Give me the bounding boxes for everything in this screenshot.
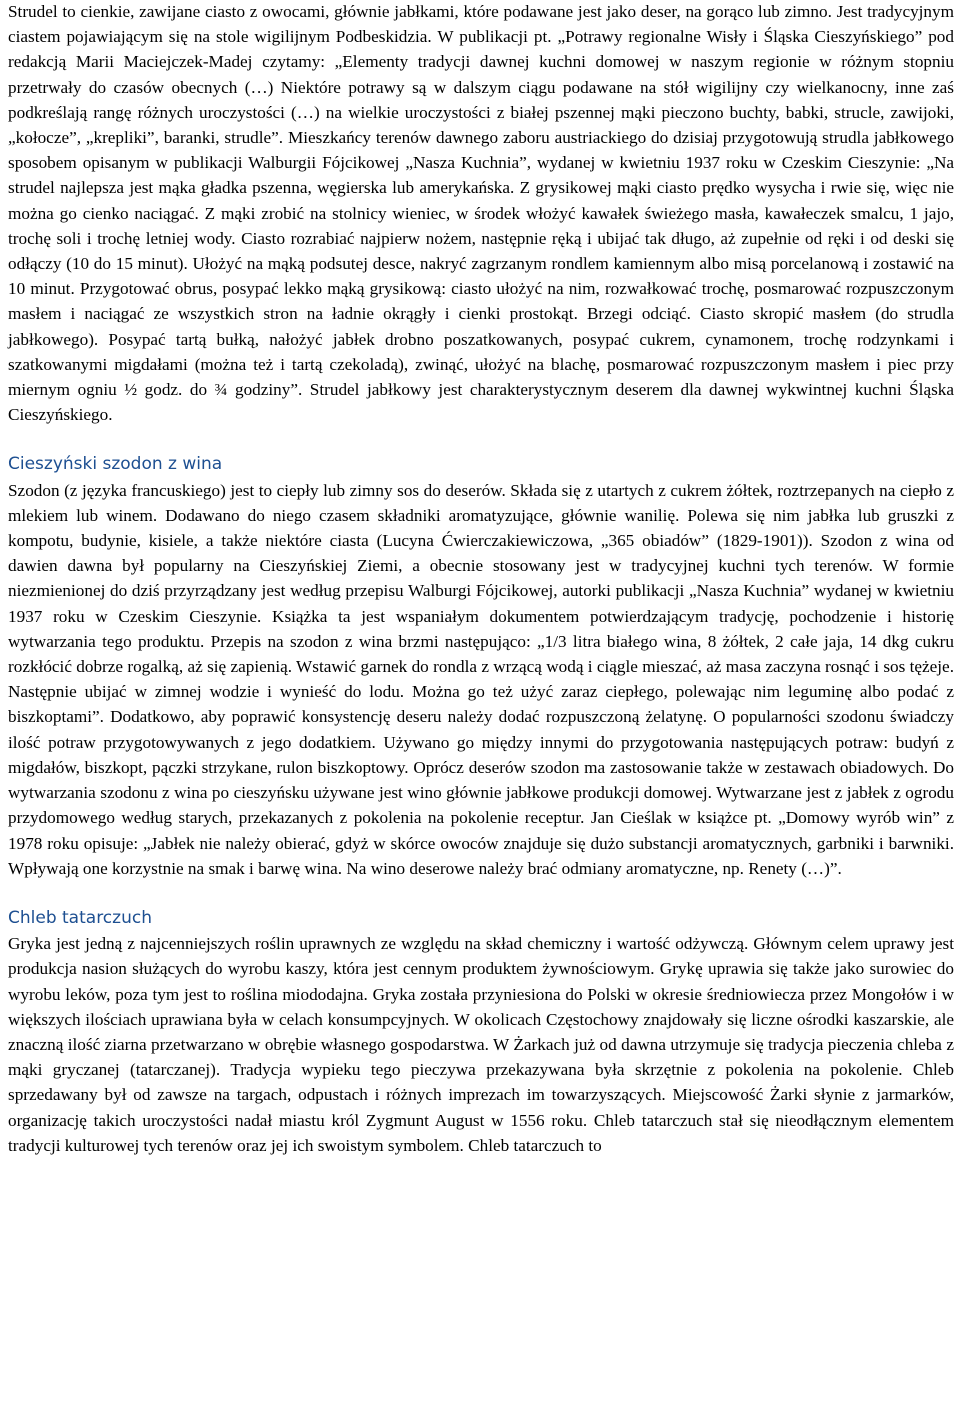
section-heading-szodon: Cieszyński szodon z wina <box>8 454 223 475</box>
section-body-szodon: Szodon (z języka francuskiego) jest to ciepły lub zimny sos do deserów. Składa się z utartych z cukrem żółtek, roztrzepanych na ciepło z mlekiem lub winem. Dodawano do niego czasem składniki aromatyzujące, głównie wanilię. Polewa się nim jabłka lub gruszki z kompotu, budynie, kisiele, a także niektóre ciasta (Lucyna Ćwierczakiewiczowa, „365 obiadów” (1829-1901)). Szodon z wina od dawien dawna był popularny na Cieszyńskiej Ziemi, a obecnie stosowany jest w tradycyjnej kuchni tych terenów. W formie niezmienionej do dziś przyrządzany jest według przepisu Walburgi Fójcikowej, autorki publikacji „Nasza Kuchnia” wydanej w kwietniu 1937 roku w Czeskim Cieszynie. Książka ta jest wspaniałym dokumentem potwierdzającym tradycję, pochodzenie i historię wytwarzania tego produktu. Przepis na szodon z wina brzmi następująco: „1/3 litra białego wina, 8 żółtek, 2 całe jaja, 14 dkg cukru rozkłócić dobrze rogalką, aż się zapienią. Wstawić garnek do rondla z wrzącą wodą i ciągle mieszać, aż masa zaczyna rosnąć i sos tężeje. Następnie ubijać w zimnej wodzie i wynieść do lodu. Można go też użyć zaraz ciepłego, polewając nim leguminę albo podać z biszkoptami”. Dodatkowo, aby poprawić konsystencję deseru należy dodać rozpuszczoną żelatynę. O popularności szodonu świadczy ilość potraw przygotowywanych z jego dodatkiem. Używano go między innymi do przygotowania następujących potraw: budyń z migdałów, biszkopt, pączki strzykane, rulon biszkoptowy. Oprócz deserów szodon ma zastosowanie także w zestawach obiadowych. Do wytwarzania szodonu z wina po cieszyńsku używane jest wino głównie jabłkowe produkcji domowej. Wytwarzane jest z jabłek z ogrodu przydomowego według starych, przekazanych z pokolenia na pokolenie receptur. Jan Cieślak w książce pt. „Domowy wyrób win” z 1978 roku opisuje: „Jabłek nie należy obierać, gdyż w skórce owoców znajduje się dużo substancji aromatycznych, garbniki i barwniki. Wpływają one korzystnie na smak i barwę wina. Na wino deserowe należy brać odmiany aromatyczne, np. Renety (…)”. <box>8 480 954 878</box>
section-body-tatarczuch: Gryka jest jedną z najcenniejszych roślin uprawnych ze względu na skład chemiczny i wartość odżywczą. Głównym celem uprawy jest produkcja nasion służących do wyrobu kaszy, która jest cennym produktem żywnościowym. Grykę uprawia się także jako surowiec do wyrobu leków, poza tym jest to roślina miododajna. Gryka została przyniesiona do Polski w okresie średniowiecza przez Mongołów i w większych ilościach uprawiana była w celach konsumpcyjnych. W okolicach Częstochowy znajdowały się liczne ośrodki kaszarskie, ale znaczną ilość ziarna przetwarzano w obrębie własnego gospodarstwa. W Żarkach już od dawna utrzymuje się tradycja pieczenia chleba z mąki gryczanej (tatarczanej). Tradycja wypieku tego pieczywa przekazywana była skrzętnie z pokolenia na pokolenie. Chleb sprzedawany był od zawsze na targach, odpustach i różnych imprezach im towarzyszących. Miejscowość Żarki słynie z jarmarków, organizację takich uroczystości nadał miastu król Zygmunt August w 1556 roku. Chleb tatarczuch stał się nieodłącznym elementem tradycji kulturowej tych terenów oraz jej ich swoistym symbolem. Chleb tatarczuch to <box>8 934 954 1155</box>
section-spacer <box>8 881 954 906</box>
intro-paragraph: Strudel to cienkie, zawijane ciasto z owocami, głównie jabłkami, które podawane jest jako deser, na gorąco lub zimno. Jest tradycyjnym ciastem pojawiającym się na stole wigilijnym Podbeskidzia. W publikacji pt. „Potrawy regionalne Wisły i Śląska Cieszyńskiego” pod redakcją Marii Maciejczek-Madej czytamy: „Elementy tradycji dawnej kuchni domowej w naszym regionie w różnym stopniu przetrwały do czasów obecnych (…) Niektóre potrawy są w dalszym ciągu podawane na stół wigilijny czy wielkanocny, inne zaś podkreślają rangę różnych uroczystości (…) na wielkie uroczystości z białej pszennej mąki pieczono buchty, babki, strucle, zawijoki, „kołocze”, „krepliki”, baranki, strudle”. Mieszkańcy terenów dawnego zaboru austriackiego do dzisiaj przygotowują strudla jabłkowego sposobem opisanym w publikacji Walburgii Fójcikowej „Nasza Kuchnia”, wydanej w kwietniu 1937 roku w Czeskim Cieszynie: „Na strudel najlepsza jest mąka gładka pszenna, węgierska lub amerykańska. Z grysikowej mąki ciasto prędko wysycha i rwie się, więc nie można go cienko naciągać. Z mąki zrobić na stolnicy wieniec, w środek włożyć kawałek świeżego masła, kawałeczek smalcu, 1 jajo, trochę soli i trochę letniej wody. Ciasto rozrabiać najpierw nożem, następnie ręką i ubijać tak długo, aż zupełnie od ręki i od deski się odłączy (10 do 15 minut). Ułożyć na mąką podsutej desce, nakryć zagrzanym rondlem kamiennym albo misą porcelanową i zostawić na 10 minut. Przygotować obrus, posypać lekko mąką grysikową: ciasto ułożyć na nim, rozwałkować trochę, posmarować rozpuszczonym masłem i naciągać ze wszystkich stron na ładnie okrągły i cienki prostokąt. Brzegi odciąć. Ciasto skropić masłem (do strudla jabłkowego). Posypać tartą bułką, nałożyć jabłek drobno poszatkowanych, posypać cukrem, cynamonem, trochę rodzynkami i szatkowanymi migdałami (można też i tartą czekoladą), zwinąć, ułożyć na blachę, posmarować rozpuszczonym masłem i piec przy miernym ogniu ½ godz. do ¾ godziny”. Strudel jabłkowy jest charakterystycznym deserem dla dawnej wykwintnej kuchni Śląska Cieszyńskiego. <box>8 2 954 425</box>
section-spacer <box>8 427 954 452</box>
section-heading-tatarczuch: Chleb tatarczuch <box>8 907 152 928</box>
